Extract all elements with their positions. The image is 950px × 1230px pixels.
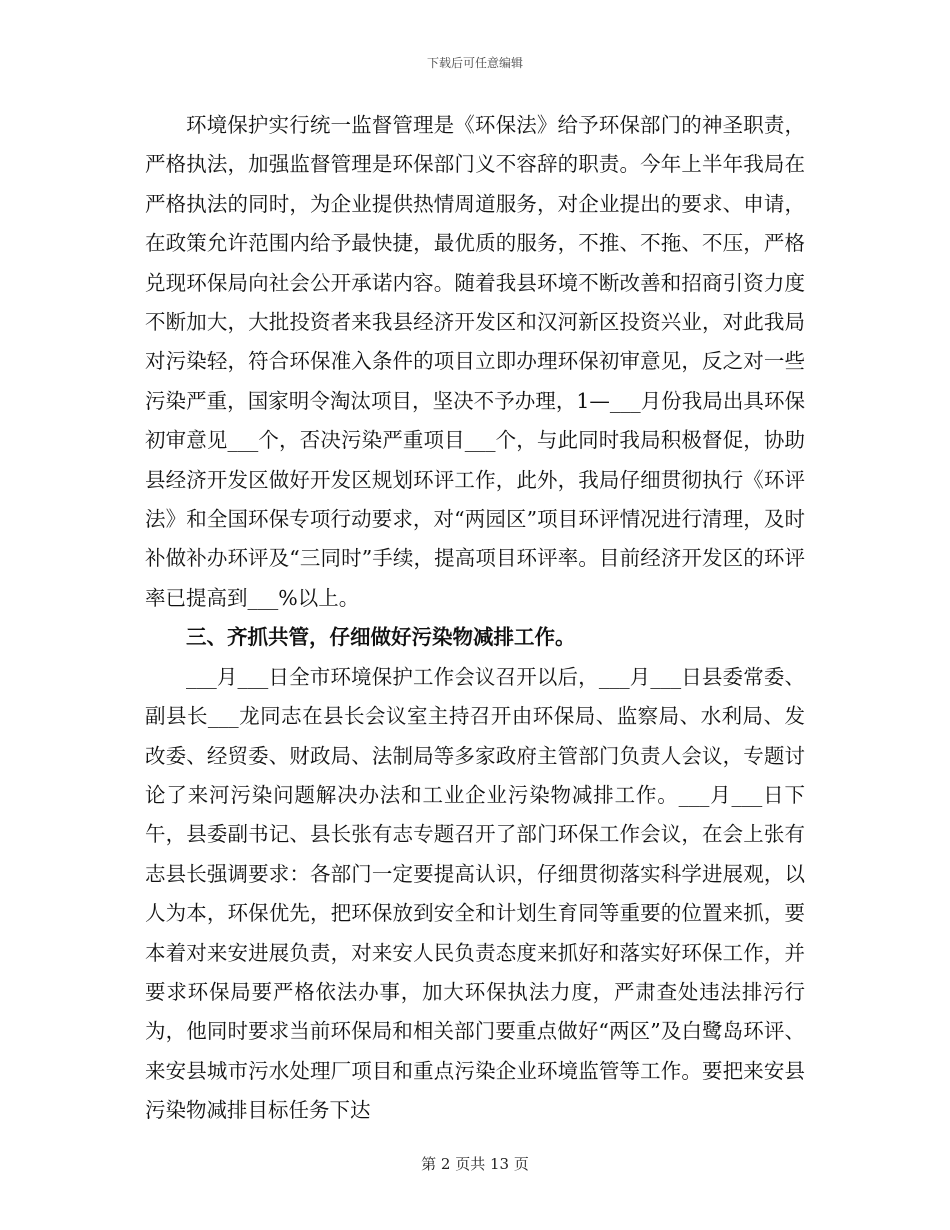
- section-heading-emission-reduction: 三、齐抓共管，仔细做好污染物减排工作。: [186, 625, 576, 650]
- paragraph-environmental-supervision: 环境保护实行统一监督管理是《环保法》给予环保部门的神圣职责，严格执法，加强监督管理是环保部门义不容辞的职责。今年上半年我局在严格执法的同时，为企业提供热情周道服务，对企业提出的要求、申请，在政策允许范围内给予最快捷，最优质的服务，不推、不拖、不压，严格兑现环保局向社会公开承诺内容。随着我县环境不断改善和招商引资力度不断加大，大批投资者来我县经济开发区和汉河新区投资兴业，对此我局对污染轻，符合环保准入条件的项目立即办理环保初审意见，反之对一些污染严重，国家明令淘汰项目，坚决不予办理，1—___月份我局出具环保初审意见___个，否决污染严重项目___个，与此同时我局积极督促，协助县经济开发区做好开发区规划环评工作，此外，我局仔细贯彻执行《环评法》和全国环保专项行动要求，对“两园区”项目环评情况进行清理，及时补做补办环评及“三同时”手续，提高项目环评率。目前经济开发区的环评率已提高到___%以上。: [145, 113, 805, 610]
- page-number: 第 2 页共 13 页: [421, 1155, 529, 1173]
- document-body: [145, 106, 805, 1131]
- page-header-note: 下载后可任意编辑: [426, 56, 523, 70]
- paragraph-meeting-summary: ___月___日全市环境保护工作会议召开以后，___月___日县委常委、副县长___龙同志在县长会议室主持召开由环保局、监察局、水利局、发改委、经贸委、财政局、法制局等多家政府主管部门负责人会议，专题讨论了来河污染问题解决办法和工业企业污染物减排工作。___月___日下午，县委副书记、县长张有志专题召开了部门环保工作会议，在会上张有志县长强调要求：各部门一定要提高认识，仔细贯彻落实科学进展观，以人为本，环保优先，把环保放到安全和计划生育同等重要的位置来抓，要本着对来安进展负责，对来安人民负责态度来抓好和落实好环保工作，并要求环保局要严格依法办事，加大环保执法力度，严肃查处违法排污行为，他同时要求当前环保局和相关部门要重点做好“两区”及白鹭岛环评、来安县城市污水处理厂项目和重点污染企业环境监管等工作。要把来安县污染物减排目标任务下达: [145, 664, 805, 1123]
